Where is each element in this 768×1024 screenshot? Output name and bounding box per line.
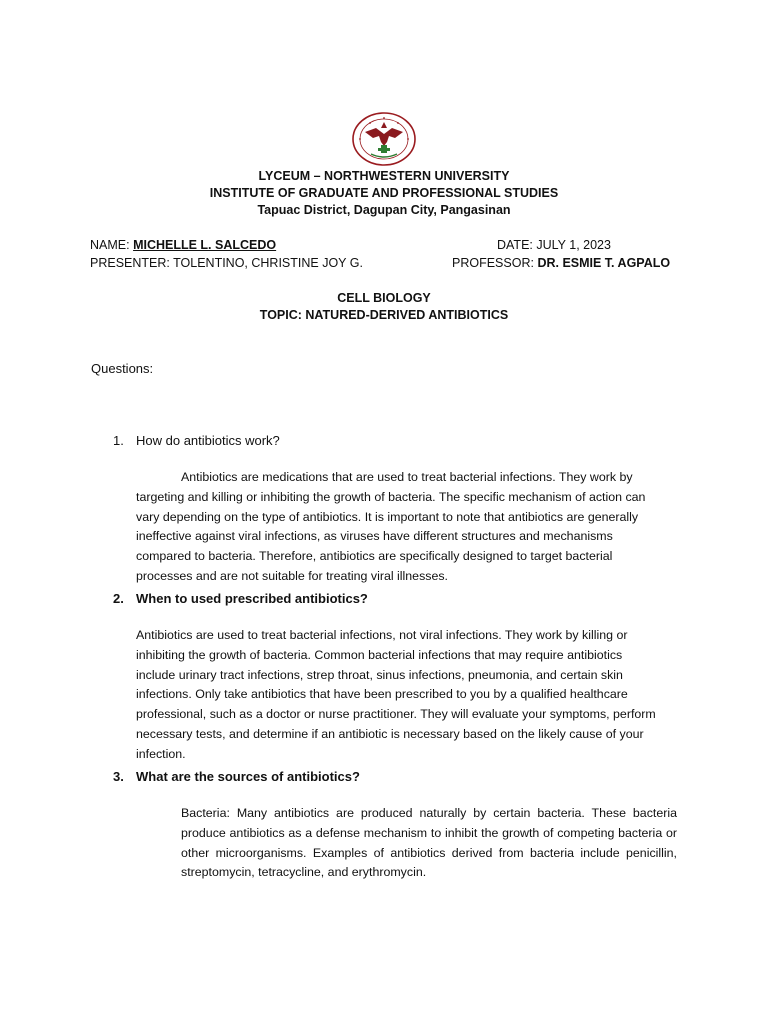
university-seal-logo: [351, 112, 417, 166]
questions-heading: Questions:: [91, 361, 154, 376]
question-number: 1.: [113, 433, 124, 448]
university-address: Tapuac District, Dagupan City, Pangasinan: [257, 203, 511, 217]
answer-paragraph: Antibiotics are used to treat bacterial infections, not viral infections. They work by killing or inhibiting the growth of bacteria. Common bacterial infections that may require antibiotics include urinary tract infections, strep throat, sinus infections, pneumonia, and certain skin infections. Only take antibiotics that have been prescribed to you by a qualified healthcare professional, such as a doctor or nurse practitioner. They will evaluate your symptoms, perform necessary tests, and determine if an antibiotic is necessary based on the likely cause of your infection.: [136, 628, 656, 761]
presenter-field: PRESENTER: TOLENTINO, CHRISTINE JOY G.: [90, 256, 363, 270]
answer-paragraph: Bacteria: Many antibiotics are produced naturally by certain bacteria. These bacteria produce antibiotics as a defense mechanism to inhibit the growth of competing bacteria or other microorganisms. Examples of antibiotics derived from bacteria include penicillin, streptomycin, tetracycline, and erythromycin.: [181, 806, 677, 880]
institute-name: INSTITUTE OF GRADUATE AND PROFESSIONAL STUDIES: [209, 186, 559, 200]
student-name: MICHELLE L. SALCEDO: [133, 238, 277, 252]
professor-label: PROFESSOR:: [452, 256, 538, 270]
name-label: NAME:: [90, 238, 134, 252]
question-number: 2.: [113, 591, 124, 606]
topic-title: TOPIC: NATURED-DERIVED ANTIBIOTICS: [259, 308, 509, 322]
question-title: What are the sources of antibiotics?: [136, 769, 360, 784]
question-title: How do antibiotics work?: [136, 433, 280, 448]
professor-name: DR. ESMIE T. AGPALO: [537, 256, 671, 270]
question-number: 3.: [113, 769, 124, 784]
student-name-row: [90, 237, 276, 254]
subject-title: CELL BIOLOGY: [337, 291, 431, 305]
professor-row: [452, 255, 670, 272]
question-title: When to used prescribed antibiotics?: [136, 591, 368, 606]
answer-paragraph: Antibiotics are medications that are used to treat bacterial infections. They work by targeting and killing or inhibiting the growth of bacteria. The specific mechanism of action can vary depending on the type of antibiotics. It is important to note that antibiotics are generally ineffective against viral infections, as viruses have different structures and mechanisms compared to bacteria. Therefore, antibiotics are specifically designed to target bacterial processes and are not suitable for treating viral illnesses.: [136, 470, 646, 583]
university-name: LYCEUM – NORTHWESTERN UNIVERSITY: [258, 169, 510, 183]
date-field: DATE: JULY 1, 2023: [497, 238, 611, 252]
